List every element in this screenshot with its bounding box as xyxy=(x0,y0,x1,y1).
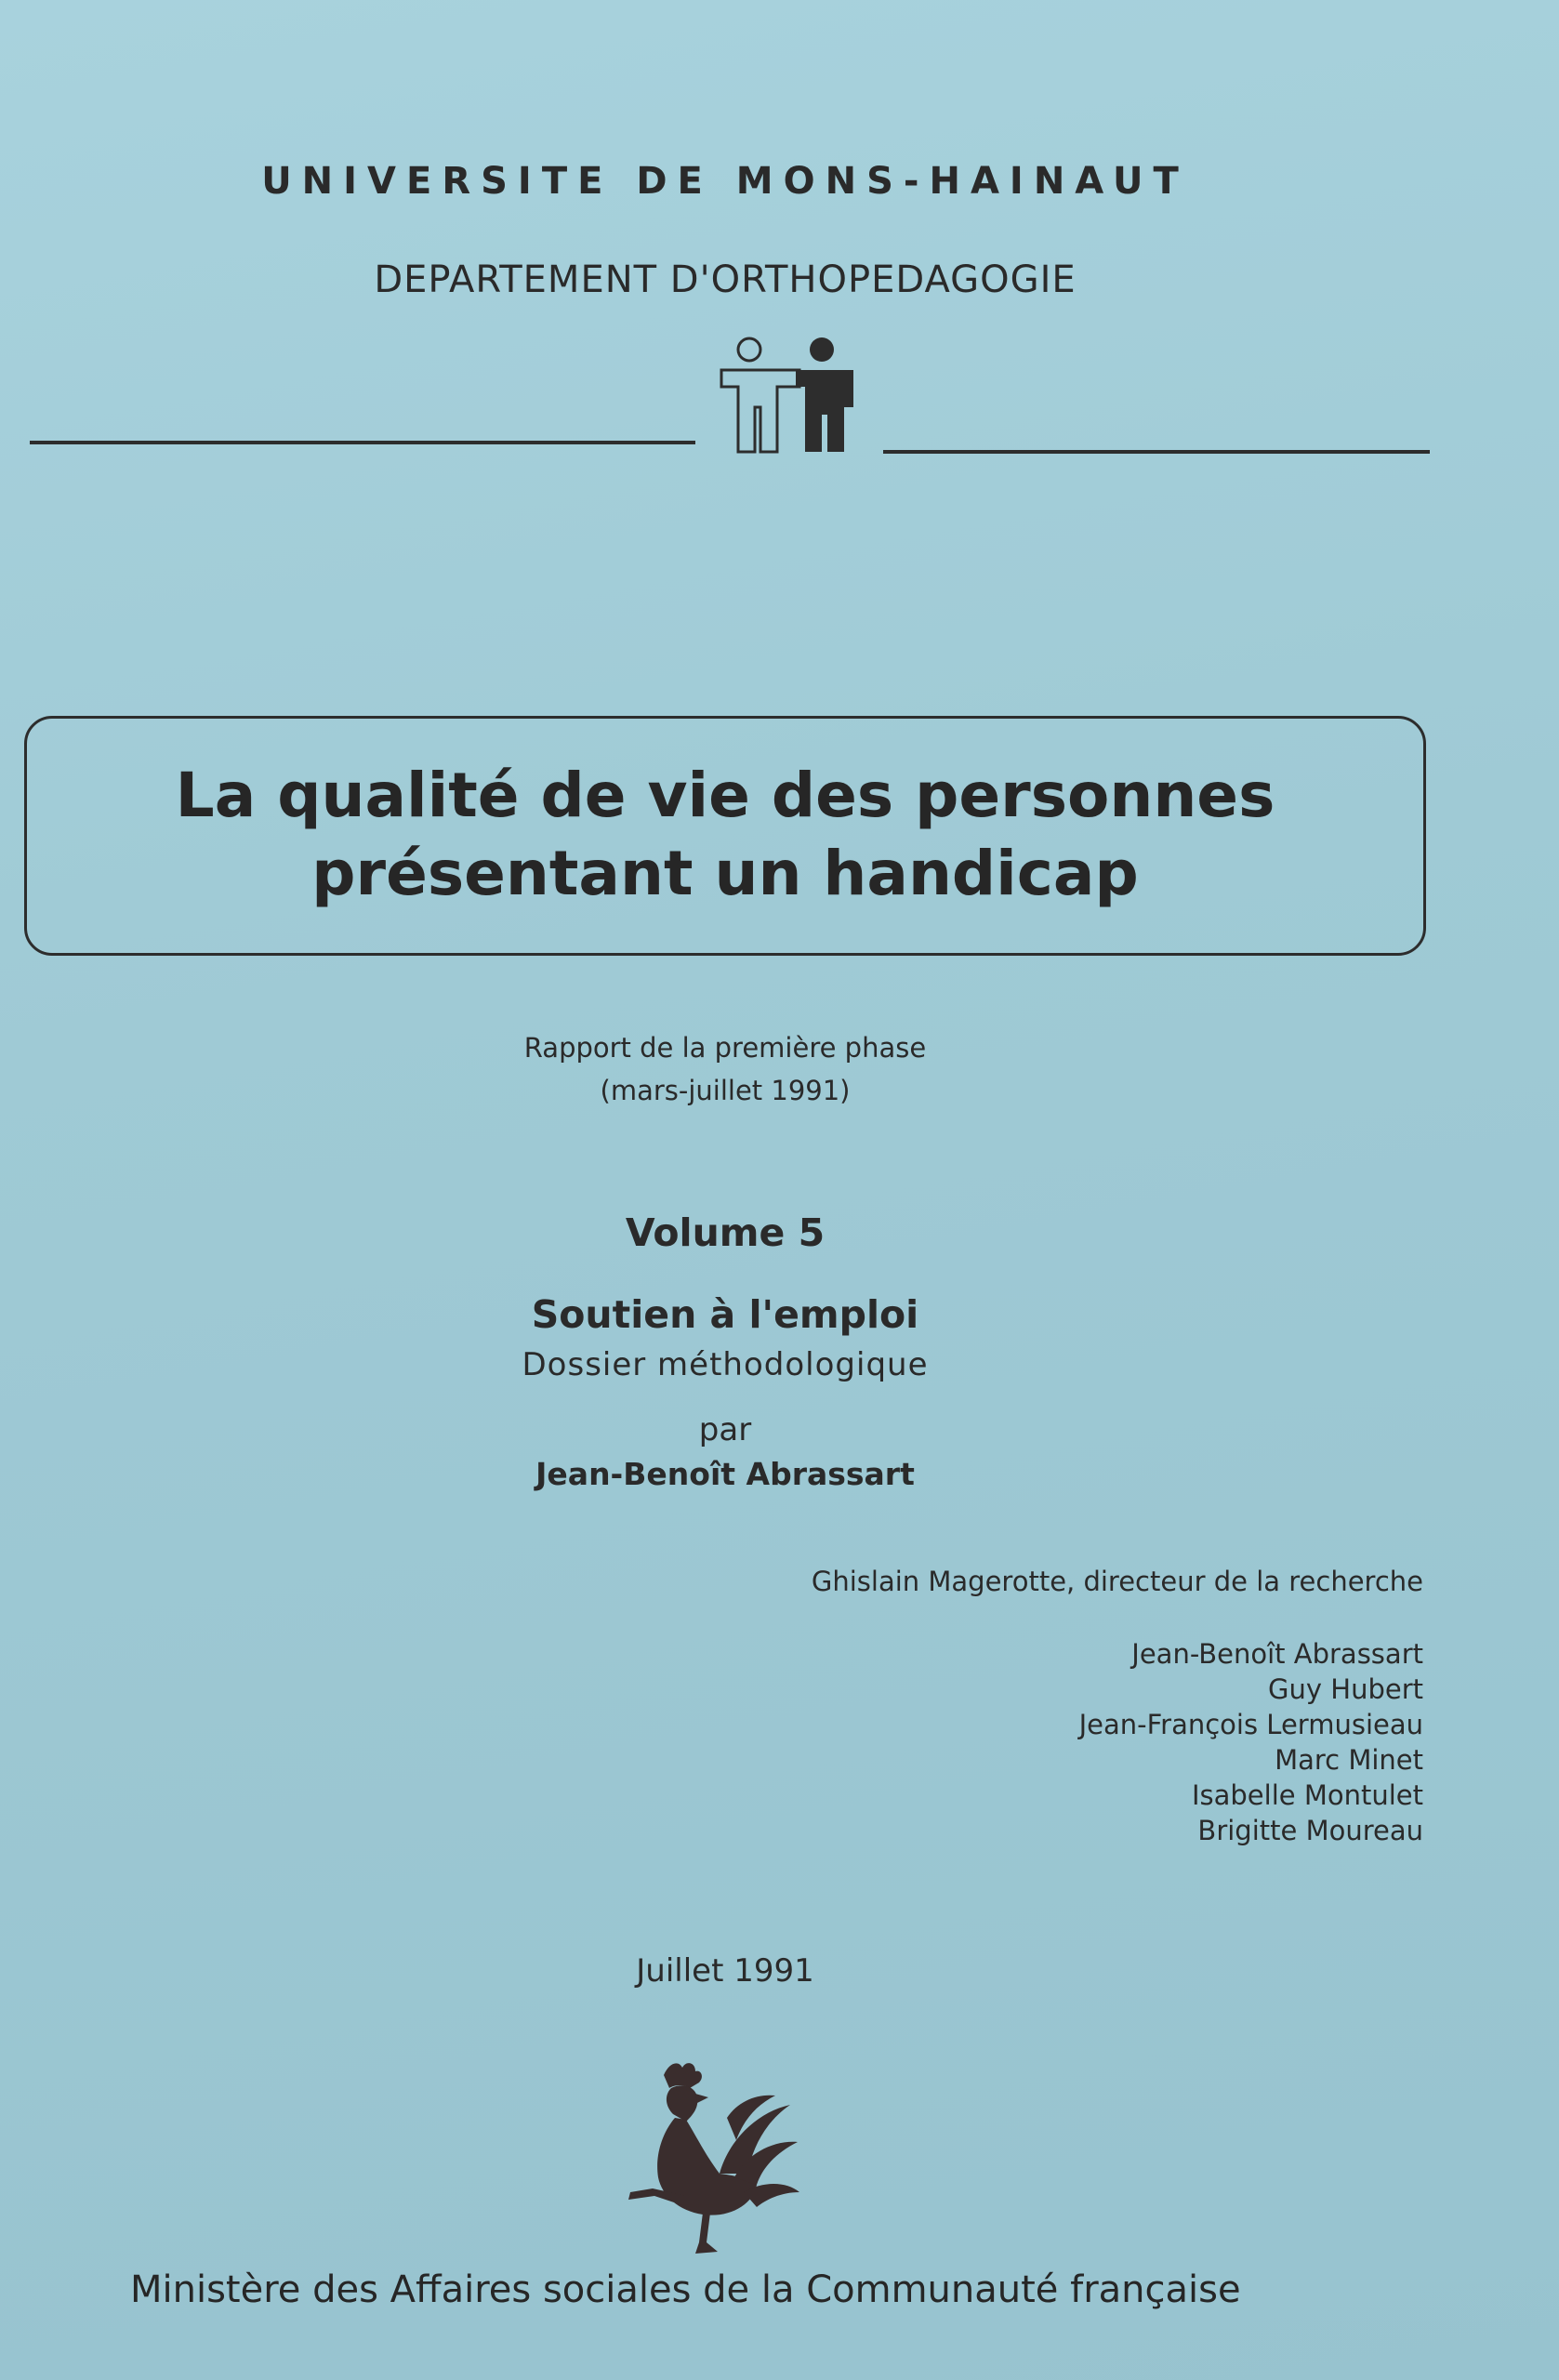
research-director: Ghislain Magerotte, directeur de la recherche xyxy=(811,1566,1423,1597)
team-member: Jean-François Lermusieau xyxy=(1078,1709,1423,1740)
team-member: Jean-Benoît Abrassart xyxy=(1131,1638,1423,1670)
team-member: Isabelle Montulet xyxy=(1191,1779,1423,1811)
team-member: Brigitte Moureau xyxy=(1197,1815,1423,1846)
team-member: Guy Hubert xyxy=(1268,1673,1423,1705)
department-name: DEPARTEMENT D'ORTHOPEDAGOGIE xyxy=(374,258,1077,301)
two-people-icon xyxy=(714,333,859,454)
by-label: par xyxy=(698,1411,752,1448)
title-line-1: La qualité de vie des personnes xyxy=(175,760,1275,831)
volume-subject: Soutien à l'emploi xyxy=(531,1292,919,1337)
rooster-icon xyxy=(617,2056,803,2257)
team-member: Marc Minet xyxy=(1275,1744,1423,1776)
report-phase: Rapport de la première phase xyxy=(523,1032,927,1064)
volume-type: Dossier méthodologique xyxy=(522,1346,929,1383)
title-box xyxy=(24,716,1426,956)
author-name: Jean-Benoît Abrassart xyxy=(535,1456,915,1492)
title-line-2: présentant un handicap xyxy=(311,838,1139,909)
volume-number: Volume 5 xyxy=(625,1210,826,1255)
report-period: (mars-juillet 1991) xyxy=(600,1075,851,1106)
university-name: UNIVERSITE DE MONS-HAINAUT xyxy=(261,160,1189,203)
publication-date: Juillet 1991 xyxy=(636,1952,814,1990)
header-rule-left xyxy=(30,441,695,444)
team-list xyxy=(1079,1636,1423,1848)
ministry-name: Ministère des Affaires sociales de la Communauté française xyxy=(130,2268,1241,2311)
header-rule-right xyxy=(883,450,1430,454)
